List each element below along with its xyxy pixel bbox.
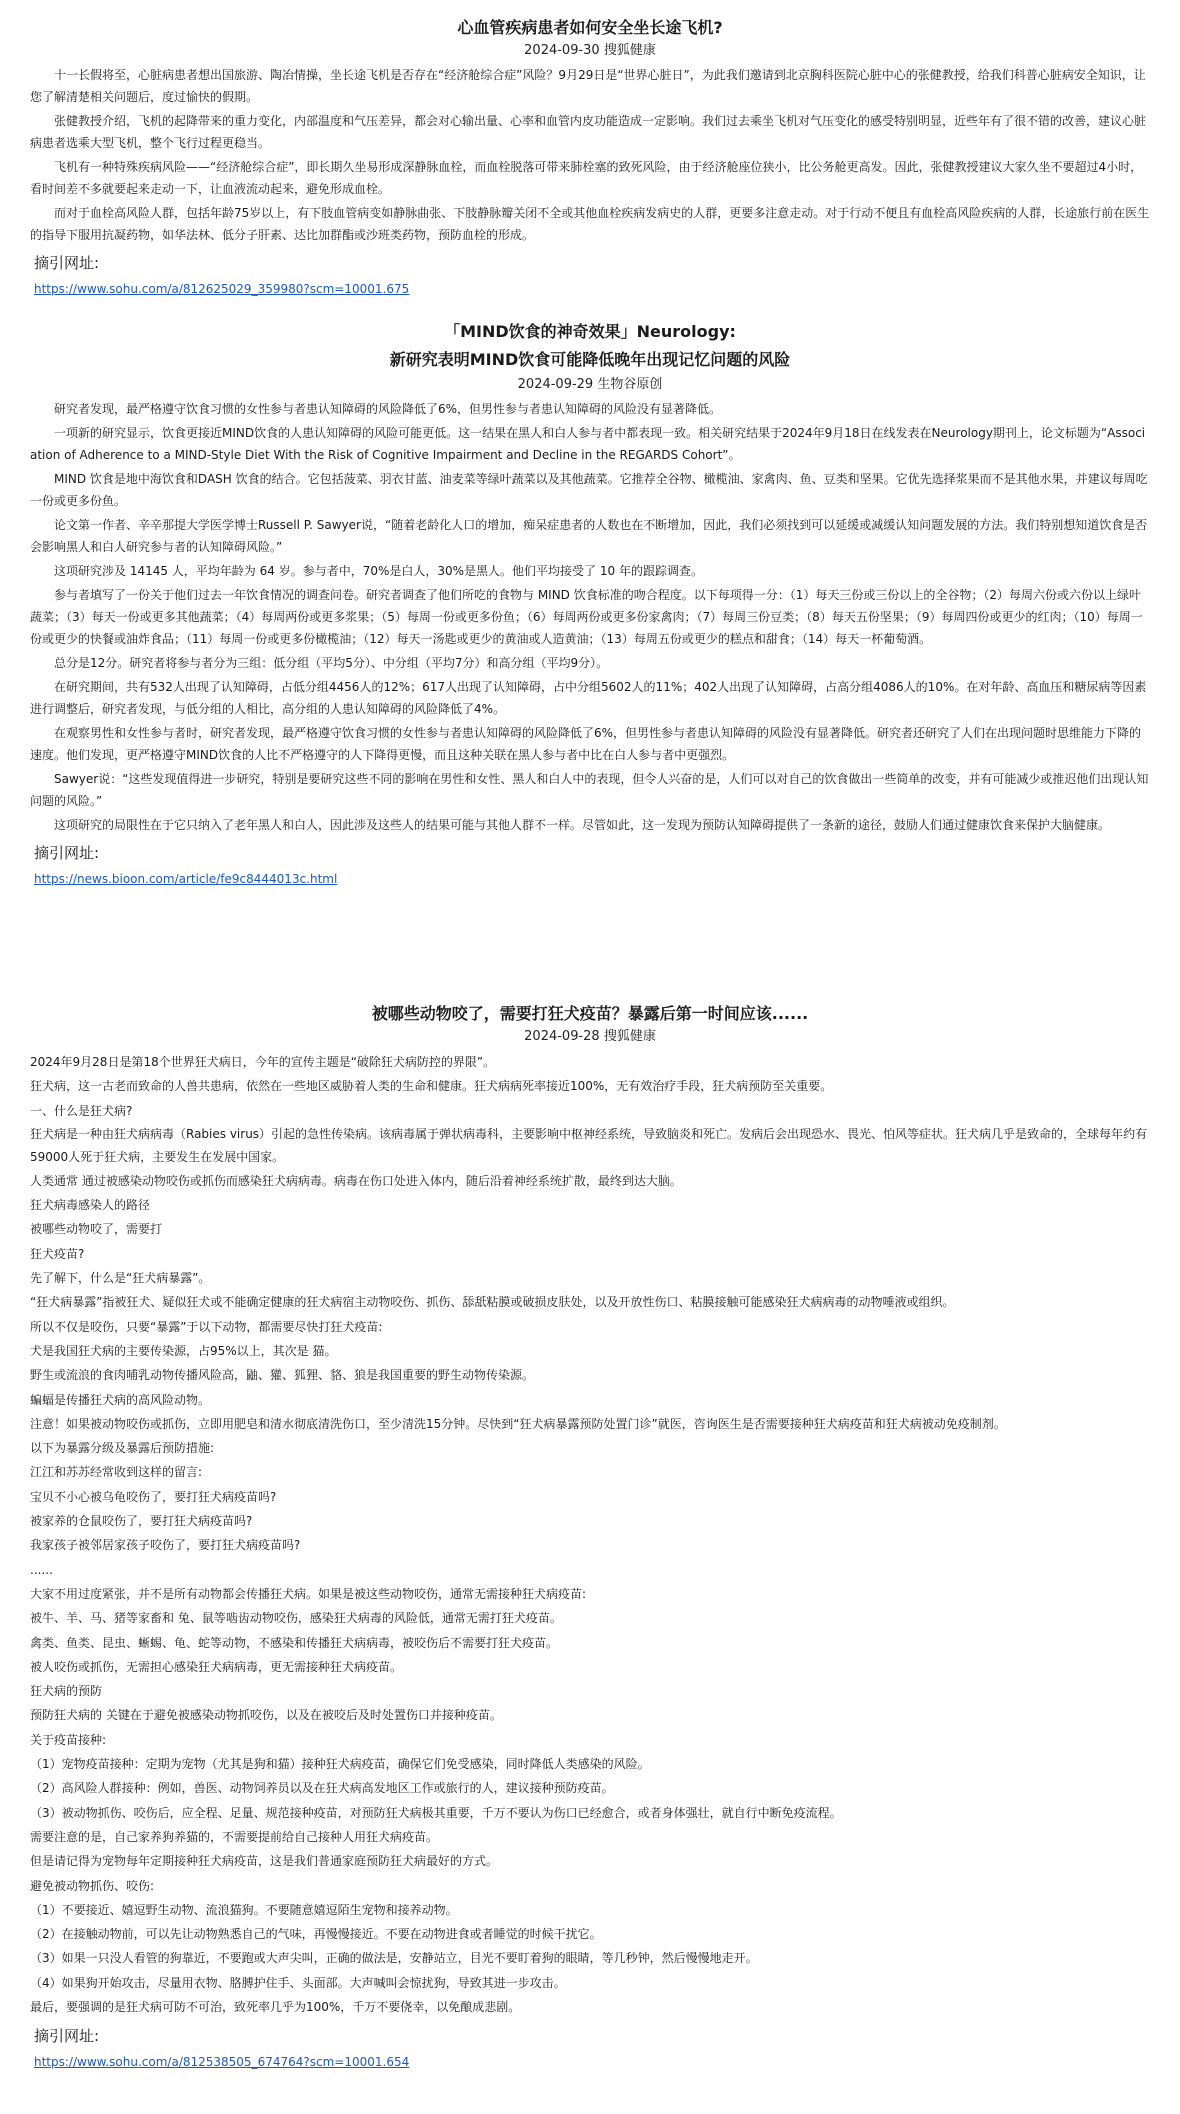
text-line: 但是请记得为宠物每年定期接种狂犬病疫苗，这是我们普通家庭预防狂犬病最好的方式。 bbox=[30, 1854, 499, 1869]
paragraph: 参与者填写了一份关于他们过去一年饮食情况的调查问卷。研究者调查了他们所吃的食物与 MIND 饮食标准的吻合程度。以下每项得一分：（1）每天三份或三份以上的全谷物；（2）每周六份或六份以上绿叶蔬菜；（3）每天一份或更多其他蔬菜；（4）每周两份或更多浆果；（5）每周一份或更多份鱼；（6）每周两份或更多份家禽肉；（7）每周三份豆类；（8）每天五份坚果；（9）每周四份或更少的红肉；（10）每周一份或更少的快餐或油炸食品；（11）每周一份或更多份橄榄油；（12）每天一汤匙或更少的黄油或人造黄油；（13）每周五份或更少的糕点和甜食；（14）每天一杯葡萄酒。 bbox=[30, 588, 1143, 646]
text-line: 被人咬伤或抓伤，无需担心感染狂犬病病毒，更无需接种狂犬病疫苗。 bbox=[30, 1659, 403, 1674]
reference-label: 摘引网址: bbox=[34, 254, 100, 272]
text-line: 所以不仅是咬伤，只要“暴露”于以下动物，都需要尽快打狂犬疫苗: bbox=[30, 1319, 383, 1334]
text-line: 被家养的仓鼠咬伤了，要打狂犬病疫苗吗? bbox=[30, 1514, 253, 1529]
paragraph: 在研究期间，共有532人出现了认知障碍，占低分组4456人的12%；617人出现了认知障碍，占中分组5602人的11%；402人出现了认知障碍，占高分组4086人的10%。在对年龄、高血压和糖尿病等因素进行调整后，研究者发现，与低分组的人相比，高分组的人患认知障碍的风险降低了4%。 bbox=[30, 680, 1147, 716]
paragraph: 一项新的研究显示，饮食更接近MIND饮食的人患认知障碍的风险可能更低。这一结果在黑人和白人参与者中都表现一致。相关研究结果于2024年9月18日在线发表在Neurology期刊上，论文标题为“Association of Adherence to a MIND-Style Diet With the Risk of Cognitive Impairment and Decline in the REGARDS Cohort”。 bbox=[30, 426, 1146, 462]
text-line: 我家孩子被邻居家孩子咬伤了，要打狂犬病疫苗吗? bbox=[30, 1538, 301, 1553]
paragraph: 这项研究涉及 14145 人，平均年龄为 64 岁。参与者中，70%是白人，30%是黑人。他们平均接受了 10 年的跟踪调查。 bbox=[54, 564, 703, 578]
paragraph: 这项研究的局限性在于它只纳入了老年黑人和白人，因此涉及这些人的结果可能与其他人群不一样。尽管如此，这一发现为预防认知障碍提供了一条新的途径，鼓励人们通过健康饮食来保护大脑健康。 bbox=[54, 818, 1111, 832]
text-line: 狂犬病，这一古老而致命的人兽共患病，依然在一些地区威胁着人类的生命和健康。狂犬病病死率接近100%，无有效治疗手段，狂犬病预防至关重要。 bbox=[30, 1079, 833, 1094]
text-line: 狂犬病的预防 bbox=[30, 1684, 103, 1699]
article-title-line1: 「MIND饮食的神奇效果」Neurology: bbox=[444, 322, 736, 341]
paragraph: 总分是12分。研究者将参与者分为三组：低分组（平均5分）、中分组（平均7分）和高分组（平均9分）。 bbox=[54, 656, 609, 670]
text-line: 避免被动物抓伤、咬伤: bbox=[30, 1878, 155, 1893]
text-line: 被牛、羊、马、猪等家畜和 兔、鼠等啮齿动物咬伤，感染狂犬病毒的风险低，通常无需打狂犬疫苗。 bbox=[30, 1611, 562, 1626]
text-line: （1）不要接近、嬉逗野生动物、流浪猫狗。不要随意嬉逗陌生宠物和接养动物。 bbox=[30, 1902, 458, 1917]
text-line: 需要注意的是，自己家养狗养猫的，不需要提前给自己接种人用狂犬病疫苗。 bbox=[30, 1829, 439, 1844]
paragraph: 在观察男性和女性参与者时，研究者发现，最严格遵守饮食习惯的女性参与者患认知障碍的风险降低了6%，但男性参与者患认知障碍的风险没有显著降低。研究者还研究了人们在出现问题时思维能力下降的速度。他们发现，更严格遵守MIND饮食的人比不严格遵守的人下降得更慢，而且这种关联在黑人参与者中比在白人参与者中更强烈。 bbox=[30, 726, 1142, 762]
paragraph: 张健教授介绍，飞机的起降带来的重力变化，内部温度和气压差异，都会对心输出量、心率和血管内皮功能造成一定影响。我们过去乘坐飞机对气压变化的感受特别明显，近些年有了很不错的改善，建议心脏病患者选乘大型飞机，整个飞行过程更稳当。 bbox=[30, 114, 1147, 150]
text-line: “狂犬病暴露”指被狂犬、疑似狂犬或不能确定健康的狂犬病宿主动物咬伤、抓伤、舔舐粘膜或破损皮肤处，以及开放性伤口、粘膜接触可能感染狂犬病病毒的动物唾液或组织。 bbox=[30, 1295, 955, 1310]
reference-link[interactable]: https://www.sohu.com/a/812538505_674764?scm=10001.654 bbox=[34, 2055, 410, 2070]
text-line: （2）高风险人群接种：例如，兽医、动物饲养员以及在狂犬病高发地区工作或旅行的人，建议接种预防疫苗。 bbox=[30, 1781, 614, 1796]
text-line: 先了解下，什么是“狂犬病暴露”。 bbox=[30, 1271, 211, 1286]
paragraph: 而对于血栓高风险人群，包括年龄75岁以上，有下肢血管病变如静脉曲张、下肢静脉瓣关闭不全或其他血栓疾病发病史的人群，更要多注意走动。对于行动不便且有血栓高风险疾病的人群，长途旅行前在医生的指导下服用抗凝药物，如华法林、低分子肝素、达比加群酯或沙班类药物，预防血栓的形成。 bbox=[30, 206, 1150, 242]
text-line: 以下为暴露分级及暴露后预防措施: bbox=[30, 1441, 215, 1456]
text-line: （3）如果一只没人看管的狗靠近，不要跑或大声尖叫，正确的做法是，安静站立，目光不要盯着狗的眼睛，等几秒钟，然后慢慢地走开。 bbox=[30, 1951, 758, 1966]
text-line: 大家不用过度紧张，并不是所有动物都会传播狂犬病。如果是被这些动物咬伤，通常无需接种狂犬病疫苗: bbox=[30, 1586, 587, 1601]
text-line: 江江和苏苏经常收到这样的留言: bbox=[30, 1465, 203, 1480]
text-line: 狂犬病毒感染人的路径 bbox=[30, 1198, 151, 1213]
text-line: 狂犬疫苗? bbox=[30, 1246, 85, 1261]
text-line: 狂犬病是一种由狂犬病病毒（Rabies virus）引起的急性传染病。该病毒属于弹状病毒科，主要影响中枢神经系统，导致脑炎和死亡。发病后会出现恐水、畏光、怕风等症状。狂犬病几乎是致命的，全球每年约有59000人死于狂犬病，主要发生在发展中国家。 bbox=[30, 1126, 1148, 1164]
article-meta: 2024-09-28 搜狐健康 bbox=[524, 1029, 656, 1044]
article-heart-flight bbox=[30, 16, 1150, 300]
paragraph: 论文第一作者、辛辛那提大学医学博士Russell P. Sawyer说，“随着老龄化人口的增加，痴呆症患者的人数也在不断增加，因此，我们必须找到可以延缓或减缓认知问题发展的方法。我们特别想知道饮食是否会影响黑人和白人研究参与者的认知障碍风险。” bbox=[30, 518, 1148, 554]
text-line: 野生或流浪的食肉哺乳动物传播风险高，鼬、獾、狐狸、貉、狼是我国重要的野生动物传染源。 bbox=[30, 1368, 535, 1383]
reference-link[interactable]: https://www.sohu.com/a/812625029_359980?scm=10001.675 bbox=[34, 282, 410, 296]
text-line: 最后，要强调的是狂犬病可防不可治，致死率几乎为100%，千万不要侥幸，以免酿成悲剧。 bbox=[30, 1999, 521, 2014]
article-title: 心血管疾病患者如何安全坐长途飞机? bbox=[457, 18, 723, 37]
text-line: 禽类、鱼类、昆虫、蜥蜴、龟、蛇等动物，不感染和传播狂犬病病毒，被咬伤后不需要打狂犬疫苗。 bbox=[30, 1635, 559, 1650]
text-line: （4）如果狗开始攻击，尽量用衣物、胳膊护住手、头面部。大声喊叫会惊扰狗，导致其进一步攻击。 bbox=[30, 1975, 566, 1990]
text-line: 宝贝不小心被乌龟咬伤了，要打狂犬病疫苗吗? bbox=[30, 1489, 277, 1504]
text-line: （2）在接触动物前，可以先让动物熟悉自己的气味，再慢慢接近。不要在动物进食或者睡觉的时候干扰它。 bbox=[30, 1927, 602, 1942]
text-line: （3）被动物抓伤、咬伤后，应全程、足量、规范接种疫苗，对预防狂犬病极其重要，千万不要认为伤口已经愈合，或者身体强壮，就自行中断免疫流程。 bbox=[30, 1805, 842, 1820]
text-line: ...... bbox=[30, 1562, 53, 1577]
article-meta: 2024-09-30 搜狐健康 bbox=[524, 43, 656, 58]
text-line: 被哪些动物咬了，需要打 bbox=[30, 1222, 163, 1237]
paragraph: 研究者发现，最严格遵守饮食习惯的女性参与者患认知障碍的风险降低了6%，但男性参与者患认知障碍的风险没有显著降低。 bbox=[54, 402, 722, 416]
article-title: 被哪些动物咬了，需要打狂犬疫苗？暴露后第一时间应该...... bbox=[371, 1004, 809, 1023]
paragraph: MIND 饮食是地中海饮食和DASH 饮食的结合。它包括菠菜、羽衣甘蓝、油麦菜等绿叶蔬菜以及其他蔬菜。它推荐全谷物、橄榄油、家禽肉、鱼、豆类和坚果。它优先选择浆果而不是其他水果，并建议每周吃一份或更多份鱼。 bbox=[30, 472, 1148, 508]
paragraph: Sawyer说：“这些发现值得进一步研究，特别是要研究这些不同的影响在男性和女性、黑人和白人中的表现，但令人兴奋的是，人们可以对自己的饮食做出一些简单的改变，并有可能减少或推迟他们出现认知问题的风险。” bbox=[30, 772, 1149, 808]
article-mind-diet bbox=[30, 318, 1150, 890]
text-line: 一、什么是狂犬病? bbox=[30, 1103, 133, 1118]
article-title-line2: 新研究表明MIND饮食可能降低晚年出现记忆问题的风险 bbox=[389, 350, 791, 369]
article-meta: 2024-09-29 生物谷原创 bbox=[517, 377, 663, 392]
reference-link[interactable]: https://news.bioon.com/article/fe9c8444013c.html bbox=[34, 872, 338, 886]
paragraph: 飞机有一种特殊疾病风险——“经济舱综合症”，即长期久坐易形成深静脉血栓，而血栓脱落可带来肺栓塞的致死风险，由于经济舱座位狭小，比公务舱更高发。因此，张健教授建议大家久坐不要超过4小时，看时间差不多就要起来走动一下，让血液流动起来，避免形成血栓。 bbox=[30, 160, 1143, 196]
text-line: 犬是我国狂犬病的主要传染源，占95%以上，其次是 猫。 bbox=[30, 1343, 337, 1358]
text-line: 2024年9月28日是第18个世界狂犬病日，今年的宣传主题是“破除狂犬病防控的界限”。 bbox=[30, 1055, 496, 1069]
article-rabies bbox=[30, 1002, 1150, 2073]
text-line: 预防狂犬病的 关键在于避免被感染动物抓咬伤，以及在被咬后及时处置伤口并接种疫苗。 bbox=[30, 1708, 502, 1723]
paragraph: 十一长假将至，心脏病患者想出国旅游、陶冶情操，坐长途飞机是否存在“经济舱综合症”风险？9月29日是“世界心脏日”，为此我们邀请到北京胸科医院心脏中心的张健教授，给我们科普心脏病安全知识，让您了解清楚相关问题后，度过愉快的假期。 bbox=[30, 68, 1146, 104]
text-line: 蝙蝠是传播狂犬病的高风险动物。 bbox=[30, 1392, 211, 1407]
reference-label: 摘引网址: bbox=[34, 2027, 100, 2046]
reference-label: 摘引网址: bbox=[34, 844, 100, 862]
text-line: 注意！如果被动物咬伤或抓伤，立即用肥皂和清水彻底清洗伤口，至少清洗15分钟。尽快到“狂犬病暴露预防处置门诊”就医，咨询医生是否需要接种狂犬病疫苗和狂犬病被动免疫制剂。 bbox=[30, 1416, 1006, 1431]
text-line: 人类通常 通过被感染动物咬伤或抓伤而感染狂犬病病毒。病毒在伤口处进入体内，随后沿着神经系统扩散，最终到达大脑。 bbox=[30, 1173, 682, 1188]
text-line: 关于疫苗接种: bbox=[30, 1732, 107, 1747]
text-line: （1）宠物疫苗接种：定期为宠物（尤其是狗和猫）接种狂犬病疫苗，确保它们免受感染，同时降低人类感染的风险。 bbox=[30, 1757, 650, 1772]
